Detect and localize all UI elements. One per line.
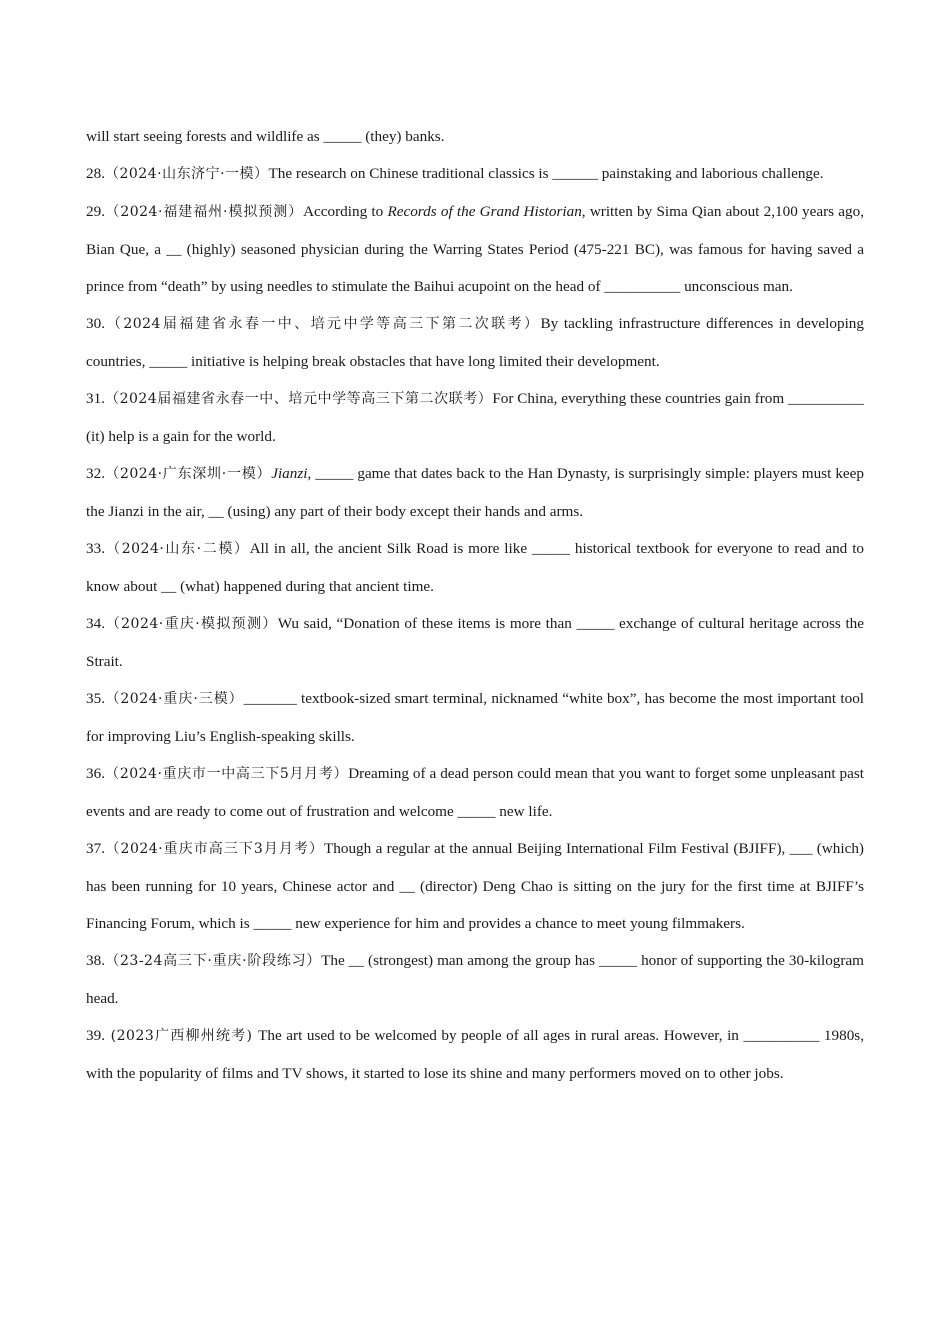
question-32 <box>86 455 864 530</box>
question-number: 33. <box>86 540 105 557</box>
game-name: Jianzi <box>271 465 308 482</box>
question-text: The art used to be welcomed by people of all ages in rural areas. However, in __________ 1980s, with the popularity of films and TV shows, it started to lose its shine and many performers moved on to other jobs. <box>86 1027 865 1082</box>
question-number: 32. <box>86 465 105 482</box>
question-text: All in all, the ancient Silk Road is more like _____ historical textbook for everyone to read and to know about __ (what) happened during that ancient time. <box>86 540 865 595</box>
question-30 <box>86 305 864 380</box>
question-source: (2023广西柳州统考) <box>104 1028 259 1044</box>
question-text: Dreaming of a dead person could mean that you want to forget some unpleasant past events and are ready to come out of frustration and welcome _____ new life. <box>86 765 864 820</box>
question-text-pre: According to <box>303 203 388 220</box>
question-source: （2024届福建省永春一中、培元中学等高三下第二次联考） <box>104 391 493 407</box>
question-text: Though a regular at the annual Beijing International Film Festival (BJIFF), ___ (which) has been running for 10 years, Chinese actor and __ (director) Deng Chao is sitting on the jury for the first time at BJIFF’s Financing Forum, which is _____ new experience for him and provides a chance to meet young filmmakers. <box>86 840 864 932</box>
question-text: For China, everything these countries gain from __________ (it) help is a gain for the world. <box>86 390 864 445</box>
question-number: 34. <box>86 615 105 632</box>
question-source: （2024·山东·二模） <box>104 541 250 557</box>
question-source: （2024届福建省永春一中、培元中学等高三下第二次联考） <box>104 316 541 332</box>
question-37 <box>86 830 864 942</box>
question-source: （2024·重庆·三模） <box>104 691 244 707</box>
question-source: （2024·重庆市高三下3月月考） <box>104 841 324 857</box>
question-source: （2024·山东济宁·一模） <box>104 166 269 182</box>
question-38 <box>86 942 864 1017</box>
question-text: Wu said, “Donation of these items is more than _____ exchange of cultural heritage across the Strait. <box>86 615 864 670</box>
question-source: （2024·广东深圳·一模） <box>104 466 272 482</box>
question-source: （2024·福建福州·模拟预测） <box>104 204 304 220</box>
continued-line: will start seeing forests and wildlife as _____ (they) banks. <box>86 128 445 145</box>
question-number: 29. <box>86 203 105 220</box>
question-36 <box>86 755 864 830</box>
question-text: , _____ game that dates back to the Han Dynasty, is surprisingly simple: players must keep the Jianzi in the air, __ (using) any part of their body except their hands and arms. <box>86 465 864 520</box>
question-31 <box>86 380 864 455</box>
question-source: （2024·重庆市一中高三下5月月考） <box>104 766 349 782</box>
document-page <box>86 118 864 1092</box>
question-text: By tackling infrastructure differences in developing countries, _____ initiative is helping break obstacles that have long limited their development. <box>86 315 864 370</box>
question-source: （23-24高三下·重庆·阶段练习） <box>104 953 322 969</box>
question-33 <box>86 530 864 605</box>
question-number: 36. <box>86 765 105 782</box>
question-39 <box>86 1017 864 1092</box>
question-28 <box>86 155 864 193</box>
question-number: 39. <box>86 1027 105 1044</box>
question-text: , written by Sima Qian about 2,100 years ago, Bian Que, a __ (highly) seasoned physician during the Warring States Period (475-221 BC), was famous for having saved a prince from “death” by using needles to stimulate the Baihui acupoint on the head of __________ unconscious man. <box>86 203 865 295</box>
question-number: 31. <box>86 390 105 407</box>
question-number: 28. <box>86 165 105 182</box>
question-source: （2024·重庆·模拟预测） <box>104 616 278 632</box>
question-number: 38. <box>86 952 105 969</box>
book-title: Records of the Grand Historian <box>387 203 582 220</box>
question-34 <box>86 605 864 680</box>
question-text: The research on Chinese traditional classics is ______ painstaking and laborious challenge. <box>268 165 824 182</box>
question-number: 30. <box>86 315 105 332</box>
question-text: The __ (strongest) man among the group has _____ honor of supporting the 30-kilogram head. <box>86 952 864 1007</box>
question-number: 35. <box>86 690 105 707</box>
question-29 <box>86 193 864 305</box>
question-number: 37. <box>86 840 105 857</box>
question-35 <box>86 680 864 755</box>
question-text: _______ textbook-sized smart terminal, nicknamed “white box”, has become the most important tool for improving Liu’s English-speaking skills. <box>86 690 865 745</box>
